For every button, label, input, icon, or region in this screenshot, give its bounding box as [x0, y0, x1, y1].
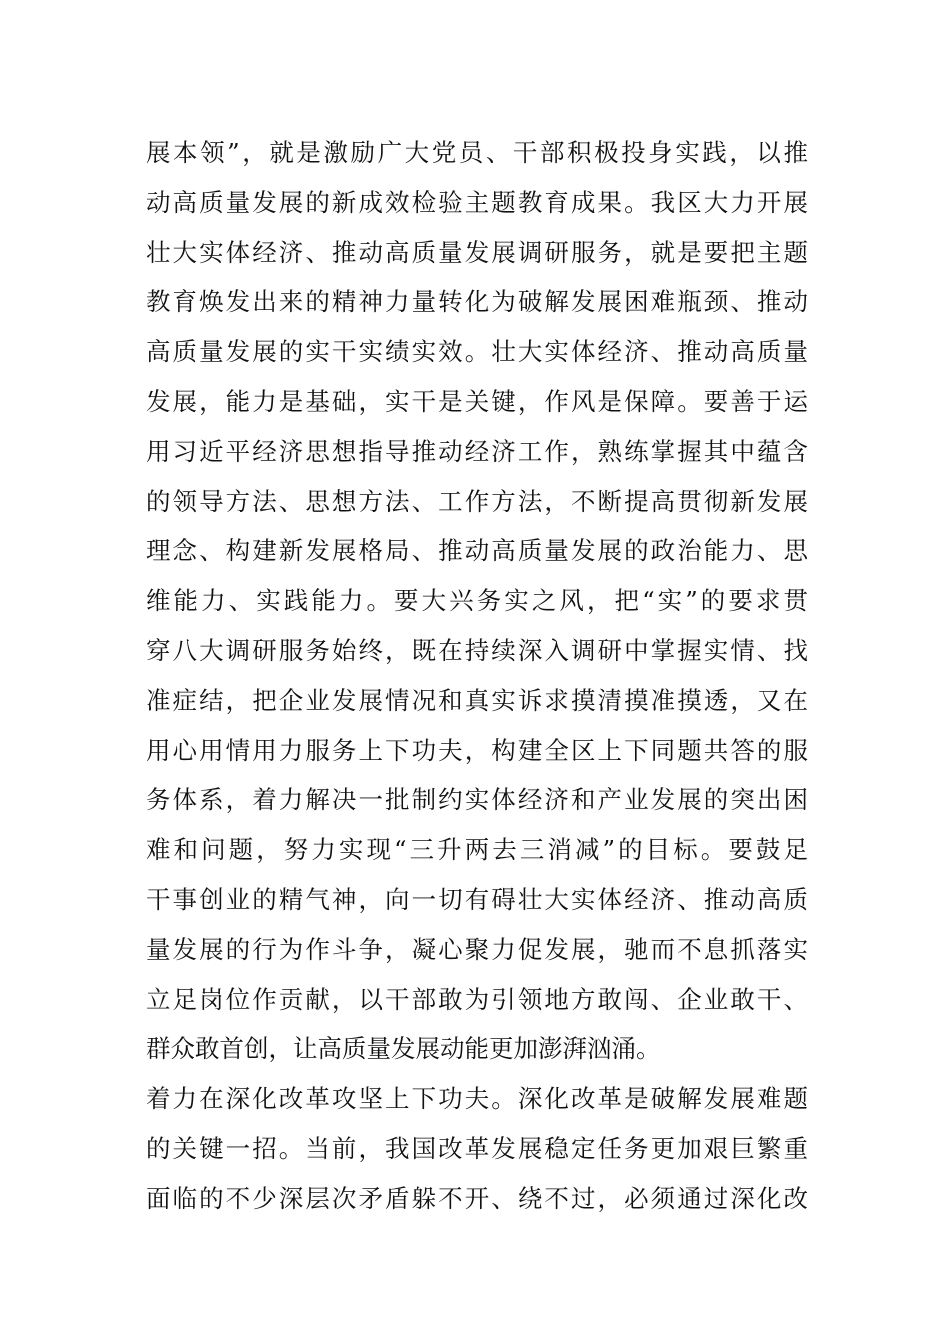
text-line: 教育焕发出来的精神力量转化为破解发展困难瓶颈、推动 [146, 287, 808, 317]
text-line: 着力在深化改革攻坚上下功夫。深化改革是破解发展难题 [146, 1084, 808, 1114]
text-line: 务体系，着力解决一批制约实体经济和产业发展的突出困 [146, 785, 808, 815]
text-line: 动高质量发展的新成效检验主题教育成果。我区大力开展 [146, 187, 808, 217]
text-line: 壮大实体经济、推动高质量发展调研服务，就是要把主题 [146, 237, 808, 267]
text-line: 发展，能力是基础，实干是关键，作风是保障。要善于运 [146, 386, 808, 416]
text-line: 用心用情用力服务上下功夫，构建全区上下同题共答的服 [146, 735, 808, 765]
text-line: 维能力、实践能力。要大兴务实之风，把“实”的要求贯 [146, 586, 808, 616]
text-line: 用习近平经济思想指导推动经济工作，熟练掌握其中蕴含 [146, 436, 808, 466]
text-line: 准症结，把企业发展情况和真实诉求摸清摸准摸透，又在 [146, 685, 808, 715]
text-line: 展本领”，就是激励广大党员、干部积极投身实践，以推 [146, 138, 808, 167]
text-line: 面临的不少深层次矛盾躲不开、绕不过，必须通过深化改 [146, 1183, 808, 1213]
text-line: 的关键一招。当前，我国改革发展稳定任务更加艰巨繁重 [146, 1133, 808, 1163]
text-line: 的领导方法、思想方法、工作方法，不断提高贯彻新发展 [146, 486, 808, 516]
body-text [146, 128, 808, 1224]
text-line: 高质量发展的实干实绩实效。壮大实体经济、推动高质量 [146, 337, 808, 367]
text-line: 理念、构建新发展格局、推动高质量发展的政治能力、思 [146, 536, 808, 566]
text-line-paragraph-end: 群众敢首创，让高质量发展动能更加澎湃汹涌。 [146, 1034, 661, 1064]
text-line: 量发展的行为作斗争，凝心聚力促发展，驰而不息抓落实 [146, 934, 808, 964]
text-line: 立足岗位作贡献，以干部敢为引领地方敢闯、企业敢干、 [146, 984, 808, 1014]
text-line: 穿八大调研服务始终，既在持续深入调研中掌握实情、找 [146, 635, 808, 665]
text-line: 难和问题，努力实现“三升两去三消减”的目标。要鼓足 [146, 835, 808, 865]
text-line: 干事创业的精气神，向一切有碍壮大实体经济、推动高质 [146, 884, 808, 914]
